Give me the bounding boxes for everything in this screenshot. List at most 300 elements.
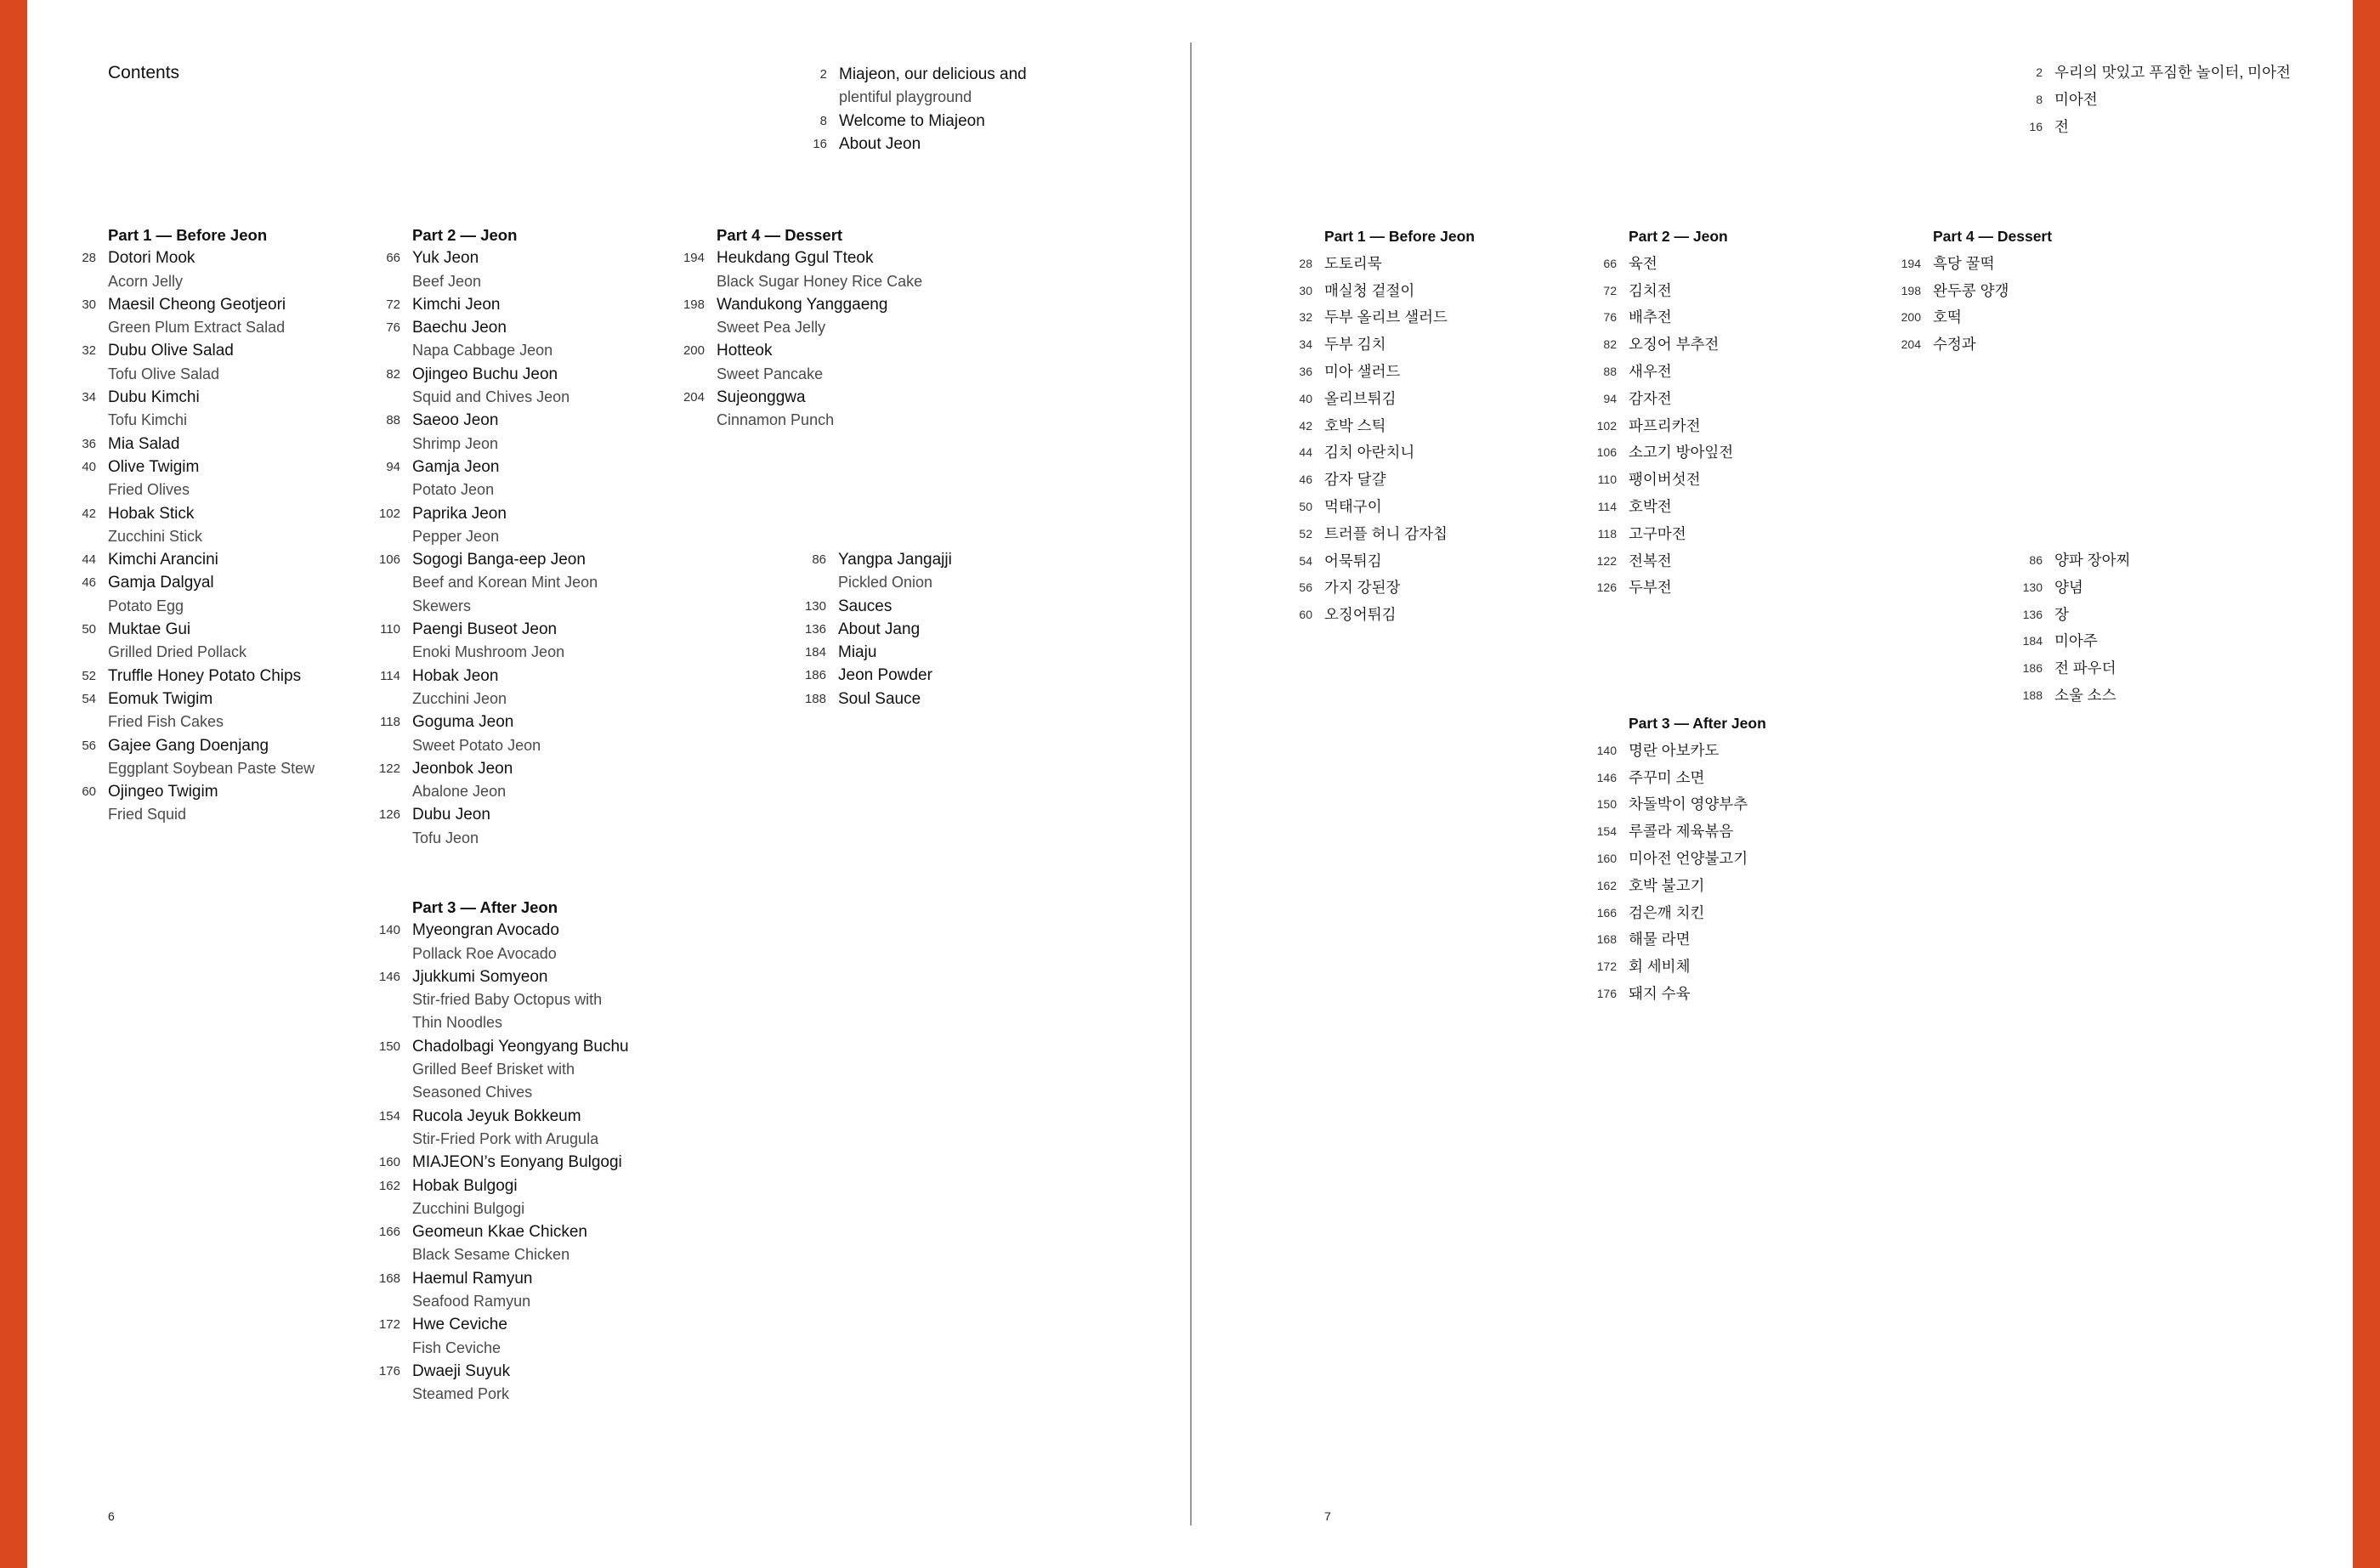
toc-entry-title: 가지 강된장 — [1324, 579, 1401, 597]
toc-entry-title: Chadolbagi Yeongyang Buchu — [412, 1037, 629, 1056]
right-intro-list — [2029, 59, 2291, 140]
left-page-number: 6 — [108, 1509, 115, 1523]
toc-entry-row — [804, 618, 952, 641]
toc-page-number: 94 — [386, 459, 400, 474]
left-part4-section — [683, 224, 923, 433]
toc-entry-row — [812, 548, 952, 571]
toc-page-number: 82 — [386, 366, 400, 382]
toc-page-number: 54 — [1299, 553, 1312, 568]
toc-entry-subtitle-row — [108, 595, 314, 618]
toc-entry-row — [1596, 900, 1766, 927]
toc-entry-title: 올리브튀김 — [1324, 389, 1397, 407]
toc-entry-row — [683, 293, 922, 316]
toc-entry-title: Soul Sauce — [838, 689, 921, 708]
toc-entry-subtitle-row — [412, 1128, 629, 1151]
toc-entry-title: 수정과 — [1933, 336, 1976, 354]
toc-entry-title: Geomeun Kkae Chicken — [412, 1223, 587, 1242]
toc-page-number: 162 — [1596, 878, 1617, 892]
toc-entry-title: Miajeon, our delicious and — [839, 65, 1027, 83]
toc-entry-row — [82, 780, 314, 803]
toc-entry-row — [1901, 251, 2052, 278]
toc-entry-title: 파프리카전 — [1629, 416, 1701, 434]
toc-entry-row — [1603, 251, 1733, 278]
toc-entry-title: 회 세비체 — [1629, 958, 1691, 976]
toc-entry-row — [2029, 114, 2291, 141]
toc-entry-subtitle-row — [412, 1197, 629, 1220]
toc-entry-row — [82, 293, 314, 316]
toc-entry-subtitle-row — [717, 409, 922, 432]
toc-entry-title: 감자 달걀 — [1324, 471, 1386, 489]
toc-entry-row — [2022, 602, 2130, 629]
toc-entry-row — [386, 316, 598, 339]
toc-entry-row — [1299, 331, 1475, 359]
toc-entry-subtitle-row — [412, 1081, 629, 1104]
toc-entry-row — [386, 246, 598, 269]
toc-page-number: 40 — [1299, 391, 1312, 405]
toc-entry-row — [82, 665, 314, 688]
right-part2-section — [1596, 224, 1734, 602]
toc-entry-subtitle-row — [412, 988, 629, 1011]
toc-entry-subtitle-row — [108, 641, 314, 664]
toc-entry-title: 매실청 겉절이 — [1324, 281, 1415, 299]
toc-entry-row — [2022, 682, 2130, 710]
toc-entry-title: 전복전 — [1629, 552, 1672, 569]
toc-page-number: 8 — [819, 113, 827, 128]
toc-entry-title: 해물 라면 — [1629, 931, 1691, 948]
toc-entry-row — [1596, 413, 1733, 440]
toc-page-number: 88 — [386, 413, 400, 428]
toc-page-number: 52 — [1299, 526, 1312, 541]
toc-entry-subtitle: Potato Jeon — [412, 481, 495, 499]
toc-page-number: 150 — [378, 1039, 400, 1054]
toc-entry-subtitle: Beef and Korean Mint Jeon — [412, 574, 598, 592]
left-part3-section — [378, 896, 629, 1407]
toc-entry-title: 두부전 — [1629, 579, 1672, 597]
toc-page-number: 44 — [1299, 445, 1312, 460]
toc-entry-subtitle: Stir-Fried Pork with Arugula — [412, 1129, 599, 1147]
toc-entry-title: Sujeonggwa — [717, 388, 806, 407]
toc-entry-subtitle: plentiful playground — [839, 88, 972, 106]
toc-page-number: 66 — [1603, 256, 1617, 270]
toc-page-number: 8 — [2036, 92, 2043, 106]
toc-entry-subtitle-row — [838, 571, 952, 594]
toc-entry-subtitle-row — [412, 386, 598, 409]
toc-entry-title: 팽이버섯전 — [1629, 471, 1701, 489]
toc-entry-row — [1597, 521, 1733, 548]
toc-entry-subtitle-row — [412, 827, 598, 850]
toc-page-number: 56 — [1299, 580, 1312, 595]
toc-entry-subtitle: Potato Egg — [108, 597, 184, 614]
toc-entry-subtitle: Fried Squid — [108, 806, 187, 824]
toc-page-number: 130 — [2022, 580, 2043, 594]
toc-entry-title: Paengi Buseot Jeon — [412, 620, 558, 639]
toc-page-number: 30 — [1299, 283, 1312, 297]
toc-entry-row — [1299, 439, 1475, 467]
toc-entry-row — [1299, 548, 1475, 575]
toc-entry-title: 도토리묵 — [1324, 254, 1382, 272]
toc-page-number: 136 — [2022, 607, 2043, 621]
right-page-number: 7 — [1324, 1509, 1331, 1523]
toc-entry-subtitle: Eggplant Soybean Paste Stew — [108, 759, 315, 777]
toc-entry-row — [1596, 846, 1766, 873]
section-heading-row — [1629, 710, 1766, 738]
toc-entry-row — [1901, 331, 2052, 359]
toc-entry-subtitle-row — [412, 1243, 629, 1266]
toc-entry-subtitle: Sweet Potato Jeon — [412, 736, 541, 754]
toc-entry-title: Mia Salad — [108, 434, 180, 453]
toc-entry-row — [813, 133, 1027, 156]
toc-entry-row — [1299, 467, 1475, 494]
toc-entry-row — [683, 339, 922, 362]
book-spread — [27, 0, 2353, 1568]
toc-entry-row — [378, 1175, 629, 1197]
section-heading-row — [108, 224, 314, 246]
toc-entry-title: Dwaeji Suyuk — [412, 1361, 511, 1380]
toc-entry-title: Hobak Bulgogi — [412, 1176, 518, 1195]
toc-entry-row — [1596, 926, 1766, 954]
toc-entry-subtitle-row — [412, 641, 598, 664]
toc-entry-row — [378, 1360, 629, 1383]
toc-entry-subtitle: Sweet Pancake — [717, 365, 824, 382]
section-heading: Part 4 — Dessert — [717, 226, 843, 244]
toc-entry-subtitle-row — [717, 363, 922, 386]
toc-page-number: 172 — [1596, 959, 1617, 974]
toc-entry-subtitle: Fried Olives — [108, 481, 190, 499]
toc-entry-title: 양념 — [2054, 578, 2083, 596]
contents-title: Contents — [108, 63, 180, 82]
toc-entry-title: 육전 — [1629, 254, 1658, 272]
toc-entry-subtitle: Grilled Beef Brisket with — [412, 1061, 575, 1078]
toc-entry-subtitle: Seasoned Chives — [412, 1084, 533, 1101]
toc-page-number: 176 — [1596, 986, 1617, 1000]
toc-entry-subtitle-row — [412, 595, 598, 618]
section-heading: Part 1 — Before Jeon — [108, 226, 268, 244]
toc-entry-title: 두부 올리브 샐러드 — [1324, 309, 1448, 326]
toc-page-number: 106 — [378, 552, 400, 568]
toc-entry-row — [386, 293, 598, 316]
toc-entry-subtitle-row — [412, 433, 598, 456]
toc-page-number: 168 — [1596, 932, 1617, 947]
right-part3-section — [1596, 710, 1766, 1008]
toc-entry-row — [82, 339, 314, 362]
toc-page-number: 184 — [804, 645, 826, 660]
toc-entry-subtitle: Enoki Mushroom Jeon — [412, 643, 565, 661]
toc-entry-row — [378, 502, 598, 525]
toc-entry-row — [1299, 251, 1475, 278]
toc-entry-title: 전 파우더 — [2054, 659, 2116, 677]
toc-entry-title: Truffle Honey Potato Chips — [108, 666, 302, 685]
toc-entry-title: 배추전 — [1629, 309, 1672, 326]
toc-entry-title: Sauces — [838, 597, 892, 615]
toc-entry-row — [1596, 873, 1766, 900]
toc-entry-title: 완두콩 양갱 — [1933, 281, 2009, 299]
toc-entry-row — [386, 456, 598, 478]
left-appendix-list — [804, 548, 952, 710]
toc-page-number: 106 — [1596, 445, 1617, 460]
toc-page-number: 188 — [2022, 688, 2043, 702]
page-gutter-line — [1190, 42, 1192, 1526]
toc-entry-subtitle-row — [412, 1011, 629, 1034]
section-heading: Part 1 — Before Jeon — [1324, 228, 1475, 245]
toc-entry-title: Muktae Gui — [108, 620, 191, 639]
toc-page-number: 2 — [2036, 65, 2043, 79]
toc-entry-row — [804, 664, 952, 687]
toc-page-number: 184 — [2022, 634, 2043, 648]
toc-entry-title: Baechu Jeon — [412, 319, 507, 337]
toc-entry-subtitle-row — [412, 942, 629, 965]
section-heading: Part 3 — After Jeon — [412, 898, 558, 916]
toc-page-number: 110 — [380, 622, 400, 637]
toc-entry-row — [1299, 575, 1475, 602]
toc-entry-title: Jeonbok Jeon — [412, 759, 513, 778]
toc-entry-subtitle: Pickled Onion — [838, 574, 933, 592]
toc-page-number: 94 — [1603, 391, 1617, 405]
toc-entry-subtitle-row — [412, 1290, 629, 1313]
toc-page-number: 154 — [378, 1108, 400, 1124]
toc-page-number: 42 — [1299, 418, 1312, 433]
toc-entry-title: Gajee Gang Doenjang — [108, 736, 269, 755]
toc-page-number: 186 — [804, 668, 826, 683]
toc-page-number: 32 — [82, 343, 96, 359]
toc-entry-row — [378, 965, 629, 988]
toc-entry-subtitle: Napa Cabbage Jeon — [412, 342, 553, 359]
toc-page-number: 72 — [386, 297, 400, 312]
toc-page-number: 86 — [812, 552, 826, 567]
toc-entry-subtitle: Skewers — [412, 597, 472, 614]
toc-entry-subtitle-row — [412, 1337, 629, 1360]
toc-entry-row — [1299, 413, 1475, 440]
toc-page-number: 160 — [1596, 851, 1617, 865]
toc-page-number: 166 — [1596, 905, 1617, 920]
toc-entry-title: 먹태구이 — [1324, 497, 1382, 515]
toc-entry-subtitle: Pollack Roe Avocado — [412, 944, 557, 962]
toc-entry-title: Dubu Kimchi — [108, 388, 200, 407]
toc-entry-title: 오징어튀김 — [1324, 606, 1397, 624]
section-heading: Part 3 — After Jeon — [1629, 715, 1766, 732]
toc-entry-row — [2022, 655, 2130, 682]
toc-entry-subtitle: Fish Ceviche — [412, 1339, 502, 1356]
toc-entry-subtitle: Pepper Jeon — [412, 527, 500, 545]
toc-entry-title: 흑당 꿀떡 — [1933, 254, 1995, 272]
toc-entry-title: Kimchi Arancini — [108, 551, 218, 569]
toc-entry-title: 김치 아란치니 — [1324, 444, 1415, 461]
left-part1-section — [82, 224, 315, 827]
toc-entry-row — [1603, 386, 1733, 413]
toc-entry-subtitle-row — [412, 780, 598, 803]
toc-entry-subtitle-row — [108, 478, 314, 501]
toc-entry-subtitle-row — [412, 734, 598, 757]
toc-entry-row — [380, 618, 598, 641]
toc-page-number: 146 — [378, 969, 400, 984]
toc-entry-title: 소울 소스 — [2054, 686, 2116, 704]
toc-page-number: 126 — [378, 807, 400, 823]
toc-entry-title: 루콜라 제육볶음 — [1629, 823, 1734, 841]
toc-entry-row — [82, 571, 314, 594]
toc-page-number: 194 — [1901, 256, 1921, 270]
toc-page-number: 160 — [378, 1155, 400, 1170]
toc-entry-title: Haemul Ramyun — [412, 1269, 533, 1288]
toc-entry-row — [1603, 304, 1733, 331]
toc-page-number: 46 — [82, 575, 96, 591]
toc-entry-row — [1299, 521, 1475, 548]
section-heading-row — [717, 224, 922, 246]
toc-page-number: 88 — [1603, 364, 1617, 378]
toc-entry-row — [82, 502, 314, 525]
toc-page-number: 198 — [1901, 283, 1921, 297]
toc-entry-row — [683, 246, 922, 269]
toc-entry-row — [1596, 791, 1766, 818]
toc-entry-title: 새우전 — [1629, 362, 1672, 380]
toc-page-number: 126 — [1596, 580, 1617, 595]
toc-entry-subtitle-row — [412, 1383, 629, 1406]
toc-page-number: 162 — [378, 1178, 400, 1193]
toc-entry-title: 차돌박이 영양부추 — [1629, 795, 1748, 813]
toc-entry-subtitle: Tofu Olive Salad — [108, 365, 220, 382]
toc-entry-title: Dubu Olive Salad — [108, 342, 234, 360]
toc-entry-title: Maesil Cheong Geotjeori — [108, 295, 286, 314]
toc-entry-row — [1596, 981, 1766, 1008]
toc-entry-row — [82, 734, 314, 757]
toc-entry-row — [82, 386, 314, 409]
toc-entry-title: Jjukkumi Somyeon — [412, 967, 548, 986]
toc-entry-title: Olive Twigim — [108, 457, 200, 476]
toc-entry-row — [2036, 59, 2291, 87]
toc-entry-title: Myeongran Avocado — [412, 921, 559, 940]
toc-entry-title: About Jang — [838, 620, 921, 638]
toc-entry-title: Hotteok — [717, 342, 773, 360]
toc-entry-row — [1299, 602, 1475, 629]
toc-entry-subtitle-row — [108, 270, 314, 293]
toc-entry-row — [82, 246, 314, 269]
toc-entry-title: Yangpa Jangajji — [838, 551, 952, 569]
toc-entry-row — [2036, 87, 2291, 114]
toc-page-number: 150 — [1596, 797, 1617, 812]
section-heading: Part 4 — Dessert — [1933, 228, 2053, 245]
toc-page-number: 114 — [1597, 499, 1617, 513]
section-heading: Part 2 — Jeon — [1629, 228, 1728, 245]
toc-entry-row — [1603, 278, 1733, 305]
toc-entry-title: Dubu Jeon — [412, 806, 490, 824]
toc-entry-subtitle: Zucchini Bulgogi — [412, 1199, 525, 1217]
toc-entry-title: Kimchi Jeon — [412, 295, 501, 314]
toc-entry-row — [819, 63, 1027, 86]
toc-entry-row — [1603, 359, 1733, 386]
toc-entry-title: Eomuk Twigim — [108, 689, 213, 708]
toc-page-number: 76 — [1603, 310, 1617, 325]
toc-entry-title: Dotori Mook — [108, 249, 196, 268]
toc-entry-subtitle-row — [412, 1058, 629, 1081]
toc-page-number: 118 — [1597, 526, 1617, 541]
toc-page-number: 140 — [378, 923, 400, 938]
toc-page-number: 146 — [1596, 770, 1617, 784]
toc-page-number: 176 — [378, 1363, 400, 1378]
toc-entry-row — [1299, 278, 1475, 305]
toc-page-number: 40 — [82, 459, 96, 474]
toc-entry-row — [1299, 304, 1475, 331]
toc-entry-subtitle: Fried Fish Cakes — [108, 713, 224, 731]
toc-entry-row — [378, 548, 598, 571]
toc-entry-row — [2022, 628, 2130, 655]
toc-page-number: 16 — [813, 136, 827, 151]
toc-page-number: 52 — [82, 668, 96, 683]
toc-entry-title: MIAJEON’s Eonyang Bulgogi — [412, 1153, 622, 1172]
toc-entry-title: 오징어 부추전 — [1629, 336, 1720, 354]
toc-page-number: 114 — [380, 668, 400, 683]
toc-entry-title: 우리의 맛있고 푸짐한 놀이터, 미아전 — [2054, 64, 2291, 81]
toc-entry-title: Hwe Ceviche — [412, 1316, 507, 1334]
section-heading-row — [412, 896, 629, 919]
toc-entry-subtitle-row — [839, 86, 1027, 109]
toc-page-number: 130 — [804, 598, 826, 614]
toc-page-number: 154 — [1596, 824, 1617, 839]
section-heading-row — [1629, 224, 1733, 251]
toc-entry-subtitle: Tofu Jeon — [412, 829, 479, 846]
toc-entry-title: Gamja Jeon — [412, 457, 500, 476]
toc-entry-row — [1596, 765, 1766, 792]
toc-entry-subtitle-row — [108, 316, 314, 339]
toc-entry-subtitle-row — [108, 710, 314, 733]
right-appendix-list — [2022, 547, 2131, 710]
toc-page-number: 76 — [386, 320, 400, 336]
toc-page-number: 28 — [1299, 256, 1312, 270]
toc-entry-row — [1597, 467, 1733, 494]
toc-page-number: 34 — [82, 390, 96, 405]
toc-entry-row — [1597, 494, 1733, 521]
left-part2-section — [378, 224, 598, 850]
toc-entry-subtitle: Tofu Kimchi — [108, 411, 188, 429]
toc-page-number: 194 — [683, 251, 705, 266]
toc-entry-title: Gamja Dalgyal — [108, 574, 214, 592]
toc-page-number: 34 — [1299, 337, 1312, 352]
toc-entry-row — [1603, 331, 1733, 359]
toc-page-number: 2 — [819, 67, 827, 82]
toc-entry-subtitle: Black Sugar Honey Rice Cake — [717, 272, 923, 290]
toc-entry-row — [378, 919, 629, 942]
toc-page-number: 168 — [378, 1271, 400, 1286]
toc-entry-subtitle: Shrimp Jeon — [412, 434, 499, 452]
toc-entry-title: Wandukong Yanggaeng — [717, 295, 888, 314]
toc-entry-row — [1299, 494, 1475, 521]
toc-page-number: 122 — [378, 761, 400, 776]
toc-entry-row — [380, 665, 598, 688]
toc-entry-row — [386, 409, 598, 432]
right-part4-section — [1901, 224, 2053, 359]
toc-page-number: 42 — [82, 506, 96, 521]
toc-entry-title: Welcome to Miajeon — [839, 111, 985, 130]
toc-entry-subtitle-row — [108, 409, 314, 432]
toc-entry-row — [82, 618, 314, 641]
toc-entry-title: Rucola Jeyuk Bokkeum — [412, 1107, 581, 1125]
toc-entry-title: 고구마전 — [1629, 524, 1686, 542]
toc-entry-title: 트러플 허니 감자칩 — [1324, 524, 1448, 542]
right-part1-section — [1299, 224, 1475, 629]
toc-entry-subtitle-row — [412, 270, 598, 293]
toc-entry-subtitle: Grilled Dried Pollack — [108, 643, 247, 661]
toc-entry-subtitle: Seafood Ramyun — [412, 1293, 531, 1310]
toc-entry-row — [82, 433, 314, 456]
toc-entry-title: 호박 불고기 — [1629, 876, 1705, 894]
toc-entry-title: 미아전 — [2054, 90, 2098, 108]
toc-entry-row — [380, 710, 598, 733]
toc-page-number: 82 — [1603, 337, 1617, 352]
toc-entry-title: 미아 샐러드 — [1324, 362, 1401, 380]
toc-entry-row — [804, 641, 952, 664]
toc-entry-title: Ojingeo Buchu Jeon — [412, 365, 558, 383]
toc-entry-title: 전 — [2054, 117, 2069, 135]
toc-entry-subtitle-row — [412, 688, 598, 710]
toc-entry-subtitle: Abalone Jeon — [412, 783, 507, 801]
toc-entry-row — [378, 1151, 629, 1174]
